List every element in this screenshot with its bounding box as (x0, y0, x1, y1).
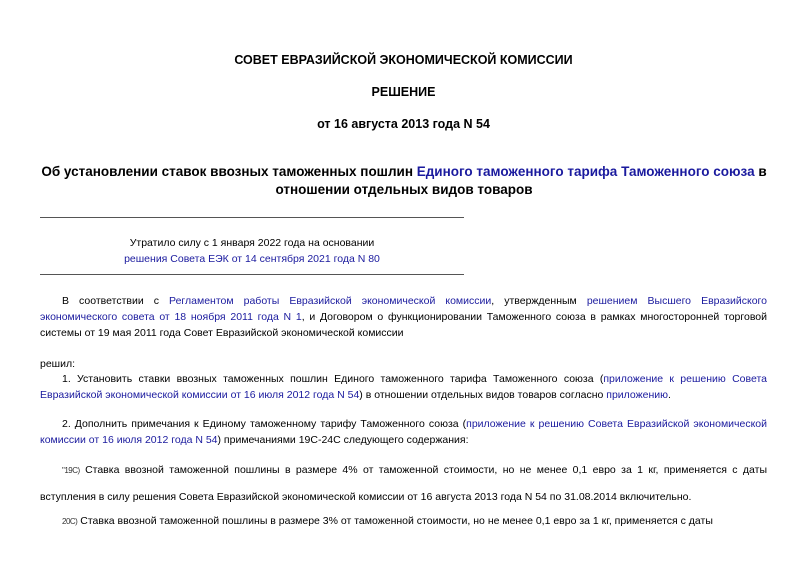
preamble-paragraph (40, 293, 767, 341)
note-19c-text: Ставка ввозной таможенной пошлины в размере 4% от таможенной стоимости, но не менее 0,1 евро за 1 кг, применяется с даты вступления в силу решения Совета Евразийской экономической комиссии от 16 августа 2013 года N 54 по 31.08.2014 включительно. (40, 464, 767, 503)
decided-label: решил: (40, 358, 76, 370)
title-tariff-link[interactable]: Единого таможенного тарифа Таможенного союза (416, 164, 755, 179)
document-title (40, 163, 768, 199)
note-20c-text: Ставка ввозной таможенной пошлины в размере 3% от таможенной стоимости, но не менее 0,1 евро за 1 кг, применяется с даты (77, 515, 713, 527)
item-1-paragraph (40, 371, 767, 403)
document-date-number: от 16 августа 2013 года N 54 (317, 117, 490, 131)
repeal-decision-link[interactable]: решения Совета ЕЭК от 14 сентября 2021 года N 80 (124, 253, 380, 265)
note-20c-marker: 20С) (62, 517, 78, 526)
divider-bottom (40, 274, 464, 275)
regulations-link[interactable]: Регламентом работы Евразийской экономической комиссии (169, 295, 492, 307)
title-text-end: в отношении отдельных видов товаров (275, 164, 767, 197)
note-19c-marker: "19С) (62, 466, 80, 475)
repeal-note (40, 235, 464, 267)
item-2-paragraph (40, 416, 767, 448)
item-1-text-1: 1. Установить ставки ввозных таможенных пошлин Единого таможенного тарифа Таможенного союза ( (62, 373, 604, 385)
preamble-text-2: , утвержденным (491, 295, 587, 307)
repeal-note-text: Утратило силу с 1 января 2022 года на основании (129, 237, 375, 249)
item-2-text-1: 2. Дополнить примечания к Единому таможенному тарифу Таможенного союза ( (62, 418, 467, 430)
note-20c-paragraph (40, 513, 767, 530)
supreme-council-decision-link[interactable]: решением Высшего Евразийского экономического совета от 18 ноября 2011 года N 1 (40, 295, 767, 323)
preamble-text-1: В соответствии с (62, 295, 170, 307)
title-text-start: Об установлении ставок ввозных таможенных пошлин (41, 164, 417, 179)
item-1-text-2: ) в отношении отдельных видов товаров согласно (359, 389, 607, 401)
issuing-body: СОВЕТ ЕВРАЗИЙСКОЙ ЭКОНОМИЧЕСКОЙ КОМИССИИ (234, 53, 573, 67)
appendix-link[interactable]: приложению (606, 389, 669, 401)
preamble-text-3: , и Договором о функционировании Таможенного союза в рамках многосторонней торговой системы от 19 мая 2011 года Совет Евразийской экономической комиссии (40, 311, 767, 339)
divider-top (40, 217, 464, 218)
item-2-decision-link[interactable]: приложение к решению Совета Евразийской экономической комиссии от 16 июля 2012 года N 54 (40, 418, 767, 446)
note-19c-paragraph (40, 457, 767, 510)
item-1-decision-link[interactable]: приложение к решению Совета Евразийской экономической комиссии от 16 июля 2012 года N 54 (40, 373, 767, 401)
document-type: РЕШЕНИЕ (371, 85, 436, 99)
item-2-text-2: ) примечаниями 19С-24С следующего содержания: (217, 434, 469, 446)
item-1-text-3: . (668, 389, 671, 401)
